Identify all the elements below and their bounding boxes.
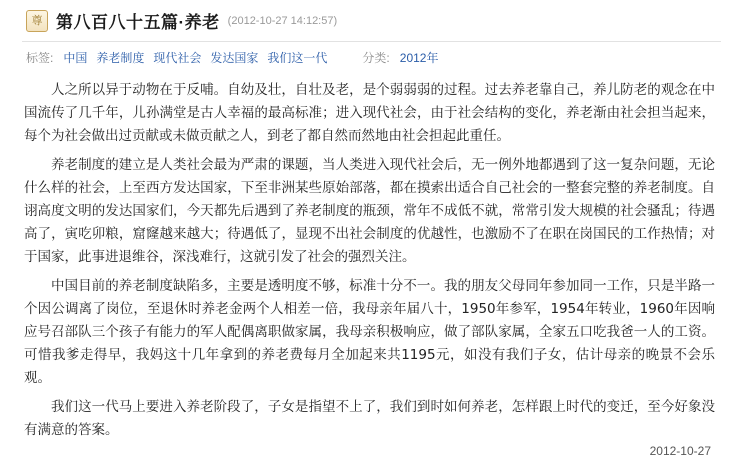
tags-label: 标签: — [26, 51, 54, 65]
post-paragraph: 中国目前的养老制度缺陷多，主要是透明度不够，标准十分不一。我的朋友父母同年参加同一工作，只是半路一个因公调离了岗位，至退休时养老金两个人相差一倍，我母亲年届八十，1950年参军，1954年转业，1960年因响应号召部队三个孩子有能力的军人配偶离职做家属，我母亲积极响应，做了部队家属，全家五口吃我爸一人的工资。可惜我爹走得早，我妈这十几年拿到的养老费每月全加起来共1195元，如没有我们子女，估计母亲的晚景不会乐观。 — [24, 278, 715, 386]
post-paragraph: 人之所以异于动物在于反哺。自幼及壮，自壮及老，是个弱弱弱的过程。过去养老靠自己，养儿防老的观念在中国流传了几千年，儿孙满堂是古人幸福的最高标准；进入现代社会，由于社会结构的变化，养老渐由社会担当起来，每个为社会做出过贡献或未做贡献之人，到老了都自然而然地由社会担起此重任。 — [24, 82, 715, 144]
post-timestamp: (2012-10-27 14:12:57) — [227, 14, 338, 27]
tag-link-0[interactable]: 中国 — [63, 51, 88, 65]
post-body — [0, 73, 743, 442]
tag-link-2[interactable]: 现代社会 — [153, 51, 202, 65]
post-header — [0, 0, 743, 39]
category-label: 分类: — [362, 51, 390, 65]
post-paragraph: 养老制度的建立是人类社会最为严肃的课题，当人类进入现代社会后，无一例外地都遇到了这一复杂问题，无论什么样的社会，上至西方发达国家，下至非洲某些原始部落，都在摸索出适合自己社会的一整套完整的养老制度。自诩高度文明的发达国家们，今天都先后遇到了养老制度的瓶颈，常年不成低不就，常常引发大规模的社会骚乱；待遇高了，寅吃卯粮，窟窿越来越大；待遇低了，显现不出社会制度的优越性，也激励不了在职在岗国民的工作热情；对于国家，此事进退维谷，深浅难行，这就引发了社会的强烈关注。 — [24, 157, 715, 265]
category-link[interactable]: 2012年 — [399, 51, 439, 65]
post-footer-date: 2012-10-27 — [649, 444, 711, 458]
author-badge-icon: 尊 — [26, 10, 48, 32]
tag-link-1[interactable]: 养老制度 — [96, 51, 145, 65]
tag-link-4[interactable]: 我们这一代 — [267, 51, 328, 65]
tag-link-3[interactable]: 发达国家 — [210, 51, 259, 65]
post-meta — [0, 42, 743, 73]
page-title: 第八百八十五篇·养老 — [56, 13, 220, 32]
post-paragraph: 我们这一代马上要进入养老阶段了，子女是指望不上了，我们到时如何养老，怎样跟上时代的变迁，至今好象没有满意的答案。 — [24, 399, 715, 438]
